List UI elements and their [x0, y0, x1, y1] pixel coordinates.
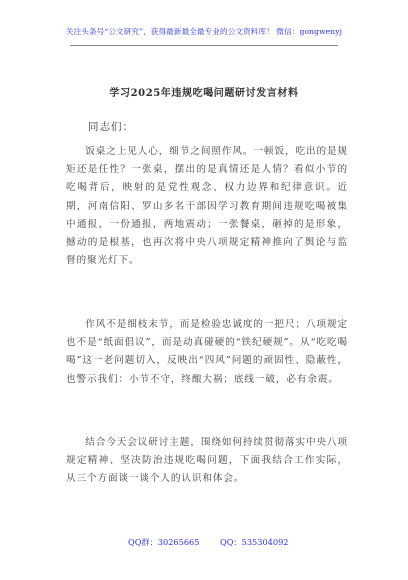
footer-qq[interactable]: QQ：535304092: [220, 537, 289, 547]
header-promo-note[interactable]: 关注头条号“公文研究”，获得最新最全最专业的公文资料库！ 微信：gongwenyj: [65, 27, 343, 36]
document-title: 学习2025年违规吃喝问题研讨发言材料: [109, 88, 299, 99]
paragraph-3: 结合今天会议研讨主题，围绕如何持续贯彻落实中央八项规定精神、坚决防治违规吃喝问题，下面我结合工作实际，从三个方面谈一谈个人的认识和体会。: [66, 437, 348, 485]
footer-qq-group[interactable]: QQ群：30265665: [128, 537, 200, 547]
paragraph-1: 饭桌之上见人心，细节之间照作风。一顿饭，吃出的是规矩还是任性？一张桌，摆出的是真情还是人情？看似小节的吃喝背后，映射的是党性观念、权力边界和纪律意识。近期，河南信阳、罗山多名干部因学习教育期间违规吃喝被集中通报，一份通报，两地震动；一张餐桌，砸掉的是形象，撼动的是根基，也再次将中央八项规定精神推向了舆论与监督的聚光灯下。: [66, 146, 348, 267]
header-divider: [70, 45, 338, 46]
salutation: 同志们：: [88, 121, 134, 133]
paragraph-2: 作风不是细枝末节，而是检验忠诚度的一把尺；八项规定也不是“纸面倡议”，而是动真碰硬的“铁纪硬规”。从“吃吃喝喝”这一老问题切入，反映出“四风”问题的顽固性、隐蔽性，也警示我们：小节不守，终酿大祸；底线一破，必有余震。: [66, 319, 348, 385]
